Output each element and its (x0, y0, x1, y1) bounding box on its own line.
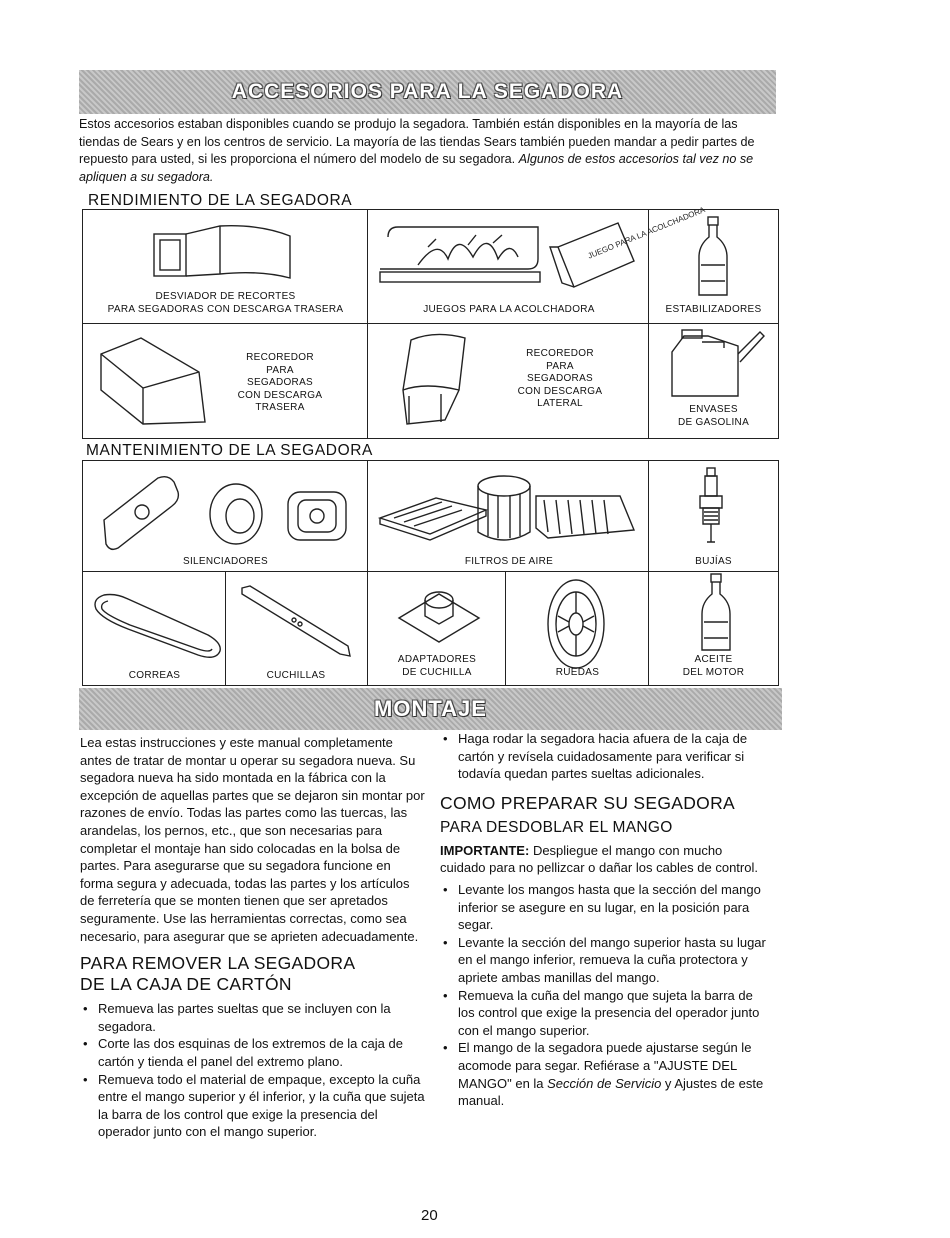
rear-bagger-icon (95, 332, 220, 427)
assembly-banner (79, 688, 782, 730)
unfold-handle-heading: PARA DESDOBLAR EL MANGO (440, 818, 673, 836)
assembly-right-column (440, 730, 770, 1110)
adjust-text-italic: Sección de Servicio (547, 1075, 662, 1091)
side-bagger-label: RECOREDOR PARA SEGADORAS CON DESCARGA LATERAL (517, 348, 603, 409)
blade-adapters-label: ADAPTADORES DE CUCHILLA (397, 654, 477, 678)
blade-adapter-icon (395, 580, 485, 650)
prepare-heading: COMO PREPARAR SU SEGADORA (440, 792, 736, 813)
stabilizer-bottle-icon (693, 215, 733, 300)
stabilizers-label: ESTABILIZADORES (665, 304, 762, 315)
blades-label: CUCHILLAS (266, 670, 326, 681)
remove-carton-steps (80, 1000, 425, 1141)
roll-out-steps (440, 730, 770, 783)
accessories-intro (79, 116, 769, 186)
spark-plug-icon (696, 466, 726, 554)
assembly-intro: Lea estas instrucciones y este manual completamente antes de tratar de montar u operar su segadora nueva. Su segadora nueva ha sido montada en la fábrica con la excepción de aquellas partes que se dejaron sin montar por razones de envío. Todas las partes como las tuercas, las arandelas, los pernos, etc., que son necesarias para completar el montaje han sido colocadas en la bolsa de partes. Para asegurarse que su segadora funcione en forma segura y adecuada, todas las partes y los artículos de ferretería que se monten tienen que ser apretados seguramente. Use las herramientas correctas, como sea necesario, para asegurar que se aprieten adecuadamente. (80, 735, 425, 944)
list-item: • Haga rodar la segadora hacia afuera de la caja de cartón y revísela cuidadosamente para verificar si todavía quedan partes sueltas adicionales. (440, 730, 770, 783)
side-bagger-icon (395, 330, 475, 430)
engine-oil-label: ACEITE DEL MOTOR (682, 654, 745, 678)
belts-label: CORREAS (128, 670, 181, 681)
air-filters-label: FILTROS DE AIRE (464, 556, 554, 567)
list-item: • Levante los mangos hasta que la sección del mango inferior se asegure en su lugar, en la posición para segar. (440, 881, 770, 934)
remove-carton-heading: PARA REMOVER LA SEGADORA DE LA CAJA DE CARTÓN (80, 953, 355, 995)
belt-icon (88, 585, 228, 665)
adjust-text-post: y Ajustes de este manual. (458, 1075, 764, 1109)
page-number: 20 (421, 1207, 438, 1224)
mulch-box-text: JUEGO PARA LA ACOLCHADORA (586, 205, 707, 261)
assembly-left-column (80, 734, 425, 1141)
list-item: • Remueva las partes sueltas que se incluyen con la segadora. (80, 1000, 425, 1035)
mufflers-label: SILENCIADORES (182, 556, 269, 567)
adjust-text-pre: El mango de la segadora puede ajustarse según le acomode para segar. Refiérase a "AJUSTE DEL MANGO" en la (458, 1040, 752, 1091)
muffler-icon (98, 470, 358, 555)
rear-bagger-label: RECOREDOR PARA SEGADORAS CON DESCARGA TRASERA (237, 352, 323, 413)
mulch-label: JUEGOS PARA LA ACOLCHADORA (423, 304, 595, 315)
intro-main-text: Estos accesorios estaban disponibles cuando se produjo la segadora. También están disponibles en la mayoría de las tiendas de Sears y en los centros de servicio. La mayoría de las tiendas Sears también pueden mandar a pedir partes de repuesto para usted, si les proporciona el número del modelo de su segadora. (79, 117, 755, 166)
blade-icon (236, 582, 356, 662)
mulch-kit-icon (378, 205, 707, 297)
air-filter-icon (376, 472, 638, 552)
accessories-title: ACCESORIOS PARA LA SEGADORA (231, 80, 624, 103)
maintenance-title: MANTENIMIENTO DE LA SEGADORA (86, 442, 373, 459)
deflector-label: DESVIADOR DE RECORTES PARA SEGADORAS CON DESCARGA TRASERA (107, 291, 344, 315)
list-item (440, 1039, 770, 1109)
important-label: IMPORTANTE: (440, 842, 530, 858)
gas-can-icon (668, 322, 770, 402)
wheels-label: RUEDAS (555, 667, 600, 678)
oil-bottle-icon (696, 572, 736, 654)
list-item: • Remueva todo el material de empaque, excepto la cuña entre el mango superior y él inferior, y la cuña que sujeta la barra de los control que exige la presencia del operador junto con el mango superior. (80, 1071, 425, 1141)
unfold-handle-steps (440, 881, 770, 1110)
wheel-icon (540, 576, 610, 674)
gas-cans-label: ENVASES DE GASOLINA (677, 404, 750, 428)
list-item: • Levante la sección del mango superior hasta su lugar en el mango inferior, remueva la cuña protectora y apriete ambas manillas del mango. (440, 934, 770, 987)
important-note (440, 842, 770, 877)
list-item: • Remueva la cuña del mango que sujeta la barra de los control que exige la presencia del operador junto con el mango superior. (440, 987, 770, 1040)
performance-title: RENDIMIENTO DE LA SEGADORA (88, 192, 353, 209)
list-item: • Corte las dos esquinas de los extremos de la caja de cartón y tienda el panel del extremo plano. (80, 1035, 425, 1070)
spark-plugs-label: BUJÍAS (695, 556, 732, 567)
deflector-icon (150, 220, 295, 285)
intro-italic-text: Algunos de estos accesorios tal vez no se apliquen a su segadora. (79, 152, 754, 184)
important-text: Despliegue el mango con mucho cuidado para no pellizcar o dañar los cables de control. (440, 842, 758, 876)
assembly-title: MONTAJE (374, 696, 487, 721)
accessories-banner (79, 70, 776, 114)
